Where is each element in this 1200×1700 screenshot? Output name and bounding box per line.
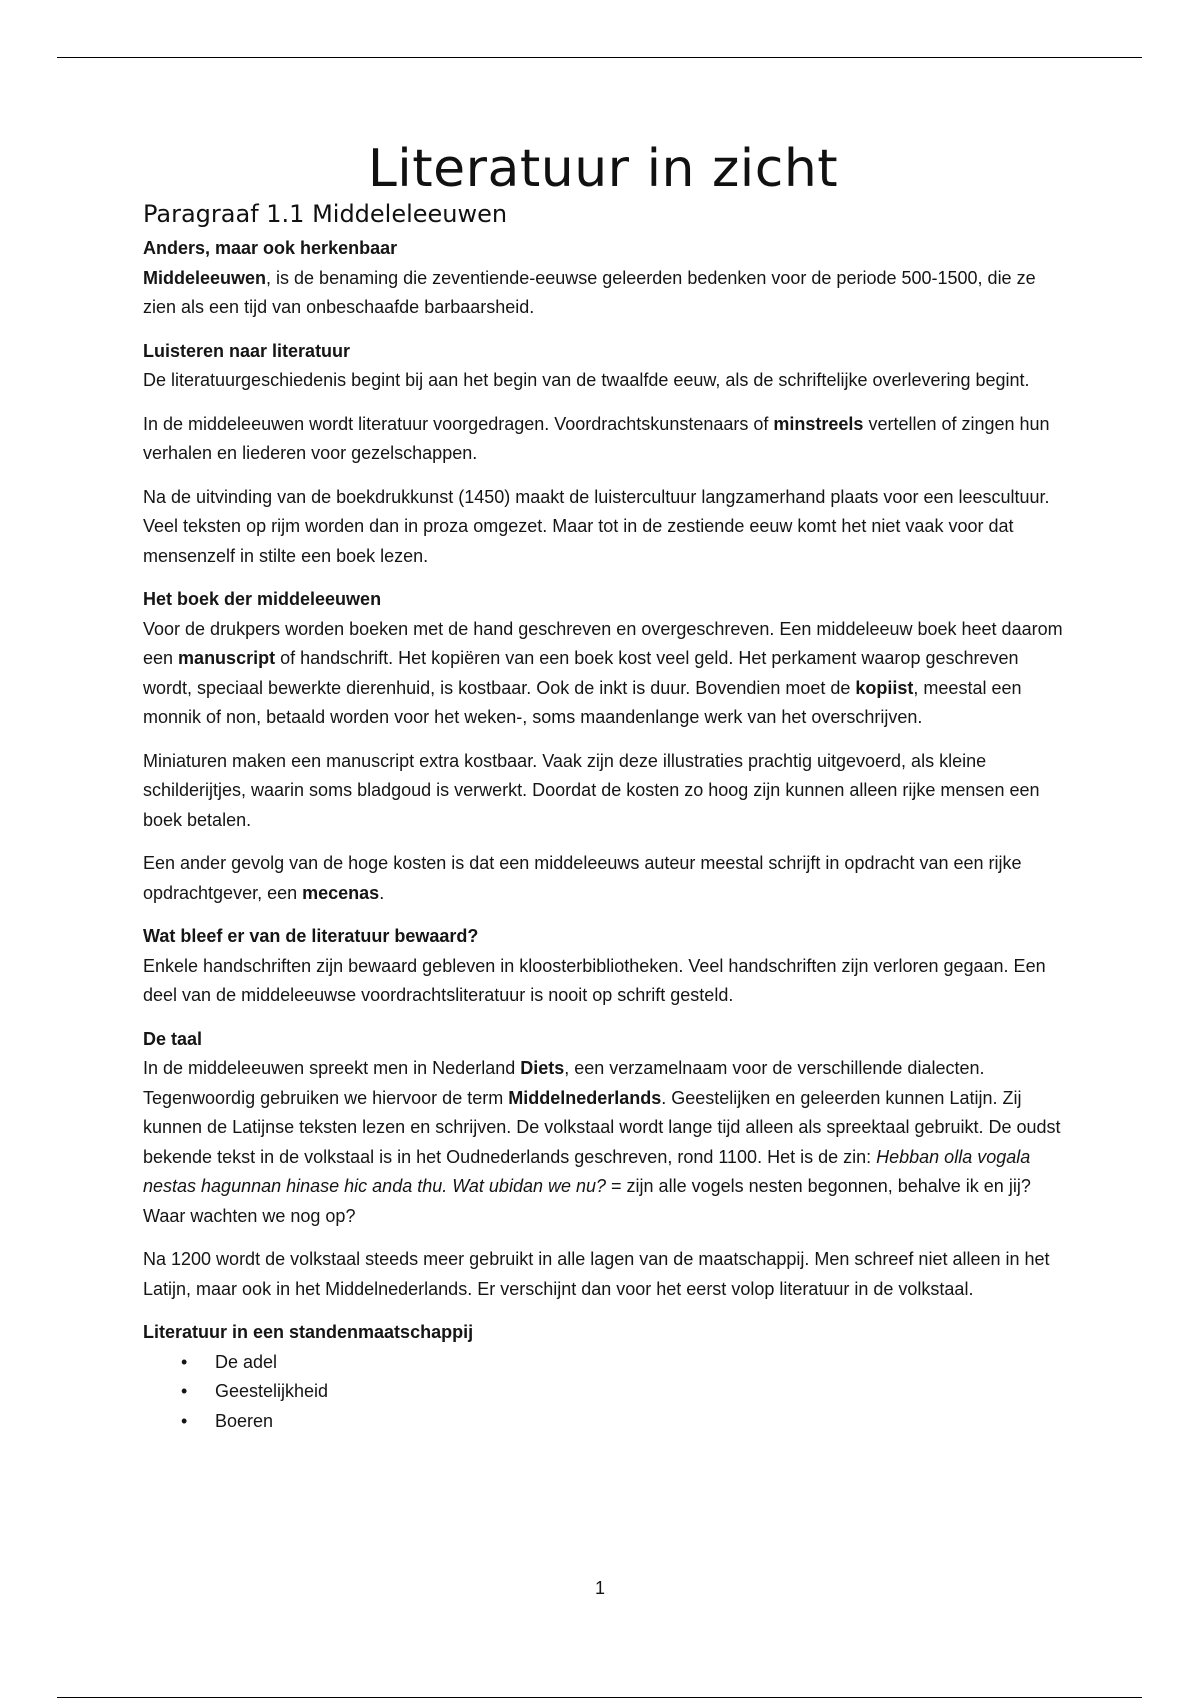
term-minstreels: minstreels bbox=[773, 413, 864, 434]
section-title: Paragraaf 1.1 Middeleleeuwen bbox=[143, 200, 508, 229]
heading-anders-maar-ook-herkenbaar: Anders, maar ook herkenbaar bbox=[143, 238, 398, 259]
paragraph: Enkele handschriften zijn bewaard gebleven in kloosterbibliotheken. Veel handschriften zijn verloren gegaan. Een deel van de middeleeuwse voordrachtsliteratuur is nooit op schrift gesteld. bbox=[143, 955, 1046, 1006]
paragraph: Na 1200 wordt de volkstaal steeds meer gebruikt in alle lagen van de maatschappij. Men schreef niet alleen in het Latijn, maar ook in het Middelnederlands. Er verschijnt dan voor het eerst volop literatuur in de volkstaal. bbox=[143, 1249, 1050, 1299]
list-item: • De adel bbox=[181, 1348, 1063, 1378]
heading-wat-bleef-er-van-de-literatuur-bewaard: Wat bleef er van de literatuur bewaard? bbox=[143, 926, 479, 947]
paragraph: Voor de drukpers worden boeken met de hand geschreven en overgeschreven. Een middeleeuw boek heet daarom een manuscript of handschrift. Het kopiëren van een boek kost veel geld. Het perkament waarop geschreven wordt, speciaal bewerkte dierenhuid, is kostbaar. Ook de inkt is duur. Bovendien moet de kopiist, meestal een monnik of non, betaald worden voor het weken-, soms maandenlange werk van het overschrijven. bbox=[143, 618, 1063, 728]
paragraph: Na de uitvinding van de boekdrukkunst (1450) maakt de luistercultuur langzamerhand plaats voor een leescultuur. Veel teksten op rijm worden dan in proza omgezet. Maar tot in de zestiende eeuw komt het niet vaak voor dat mensenzelf in stilte een boek lezen. bbox=[143, 486, 1050, 566]
term-diets: Diets bbox=[520, 1058, 565, 1079]
bullet-list bbox=[143, 1348, 1063, 1437]
paragraph: Een ander gevolg van de hoge kosten is dat een middeleeuws auteur meestal schrijft in opdracht van een rijke opdrachtgever, een mecenas. bbox=[143, 853, 1022, 903]
bullet-icon: • bbox=[181, 1351, 188, 1372]
footer-rule bbox=[57, 1697, 1142, 1698]
term-kopiist: kopiist bbox=[855, 677, 914, 698]
page-number: 1 bbox=[594, 1578, 605, 1598]
list-item: • Geestelijkheid bbox=[181, 1377, 1063, 1407]
term-manuscript: manuscript bbox=[178, 648, 276, 669]
term-mecenas: mecenas bbox=[302, 882, 380, 903]
quote-oudnederlands: Hebban olla vogala nestas hagunnan hinase hic anda thu. Wat ubidan we nu? bbox=[143, 1146, 1031, 1197]
list-item: • Boeren bbox=[181, 1407, 1063, 1437]
heading-literatuur-in-een-standenmaatschappij: Literatuur in een standenmaatschappij bbox=[143, 1322, 474, 1343]
document-page bbox=[143, 138, 1063, 1436]
paragraph: De literatuurgeschiedenis begint bij aan het begin van de twaalfde eeuw, als de schriftelijke overlevering begint. bbox=[143, 370, 1030, 391]
term-middelnederlands: Middelnederlands bbox=[508, 1087, 662, 1108]
header-rule bbox=[57, 57, 1142, 58]
paragraph: Middeleeuwen, is de benaming die zeventiende-eeuwse geleerden bedenken voor de periode 500-1500, die ze zien als een tijd van onbeschaafde barbaarsheid. bbox=[143, 267, 1036, 318]
paragraph: In de middeleeuwen wordt literatuur voorgedragen. Voordrachtskunstenaars of minstreels vertellen of zingen hun verhalen en liederen voor gezelschappen. bbox=[143, 413, 1050, 464]
bullet-icon: • bbox=[181, 1410, 188, 1431]
document-body bbox=[143, 234, 1063, 1436]
heading-het-boek-der-middeleeuwen: Het boek der middeleeuwen bbox=[143, 589, 382, 610]
term-middeleeuwen: Middeleeuwen bbox=[143, 267, 267, 288]
bullet-icon: • bbox=[181, 1381, 188, 1402]
heading-de-taal: De taal bbox=[143, 1028, 203, 1049]
heading-luisteren-naar-literatuur: Luisteren naar literatuur bbox=[143, 340, 351, 361]
paragraph: In de middeleeuwen spreekt men in Nederland Diets, een verzamelnaam voor de verschillende dialecten. Tegenwoordig gebruiken we hiervoor de term Middelnederlands. Geestelijken en geleerden kunnen Latijn. Zij kunnen de Latijnse teksten lezen en schrijven. De volkstaal wordt lange tijd alleen als spreektaal gebruikt. De oudst bekende tekst in de volkstaal is in het Oudnederlands geschreven, rond 1100. Het is de zin: Hebban olla vogala nestas hagunnan hinase hic anda thu. Wat ubidan we nu? = zijn alle vogels nesten begonnen, behalve ik en jij? Waar wachten we nog op? bbox=[143, 1058, 1061, 1226]
document-title: Literatuur in zicht bbox=[367, 139, 839, 199]
paragraph: Miniaturen maken een manuscript extra kostbaar. Vaak zijn deze illustraties prachtig uitgevoerd, als kleine schilderijtjes, waarin soms bladgoud is verwerkt. Doordat de kosten zo hoog zijn kunnen alleen rijke mensen een boek betalen. bbox=[143, 750, 1040, 830]
